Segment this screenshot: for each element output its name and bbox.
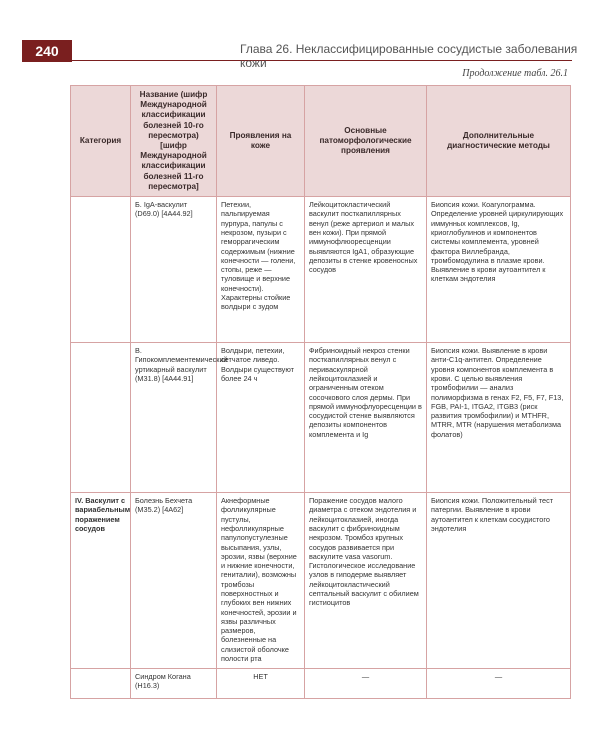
cell-name: Синдром Когана (H16.3)	[131, 669, 217, 699]
header-category: Категория	[71, 86, 131, 197]
table-row	[71, 669, 571, 699]
header-diag: Дополнительные диагностические методы	[427, 86, 571, 197]
cell-patho: Фибриноидный некроз стенки посткапиллярных венул с периваскулярной лейкоцитоклазией и ограниченным отеком сосочкового слоя дермы. При прямой иммунофлуоресценции в сосудистой стенке выявляются депозиты компонентов комплемента и Ig	[305, 343, 427, 493]
cell-name: В. Гипокомплементемический уртикарный васкулит (M31.8) [4A44.91]	[131, 343, 217, 493]
cell-category	[71, 343, 131, 493]
cell-skin: Волдыри, петехии, сетчатое ливедо. Волдыри существуют более 24 ч	[217, 343, 305, 493]
cell-diag: Биопсия кожи. Коагулограмма. Определение уровней циркулирующих иммунных комплексов, Ig, криоглобулинов и компонентов системы комплемента, уровней фактора Виллебранда, тромбомодулина в плазме крови. Выявление в крови аутоантител к клеткам эндотелия	[427, 197, 571, 343]
cell-patho: Поражение сосудов малого диаметра с отеком эндотелия и лейкоцитоклазией, иногда васкулит с фибриноидным некрозом. Тромбоз крупных сосудов развивается при васкулите vasa vasorum. Гистологическое исследование узлов в гиподерме выявляет лейкоцитокластический септальный васкулит с обилием гистиоцитов	[305, 493, 427, 669]
chapter-title: Глава 26. Неклассифицированные сосудистые заболевания кожи	[240, 42, 578, 70]
cell-diag: Биопсия кожи. Выявление в крови анти-C1q-антител. Определение уровня компонентов комплемента в крови. С целью выявления тромбофилии — анализ полиморфизма в генах F2, F5, F7, F13, FGB, PAI-1, ITGA2, ITGB3 (риск развития тромбофилии) и MTHFR, MTRR, MTR (нарушения метаболизма фолатов)	[427, 343, 571, 493]
table-row	[71, 343, 571, 493]
cell-patho: Лейкоцитокластический васкулит посткапиллярных венул (реже артериол и малых вен кожи). При прямой иммунофлюоресценции выявляются IgA1, образующие депозиты в стенке кровеносных сосудов	[305, 197, 427, 343]
vasculitis-table	[70, 85, 571, 699]
cell-diag: —	[427, 669, 571, 699]
cell-diag: Биопсия кожи. Положительный тест патергии. Выявление в крови аутоантител к клеткам сосудистого эндотелия	[427, 493, 571, 669]
header-patho: Основные патоморфологические проявления	[305, 86, 427, 197]
table-row	[71, 493, 571, 669]
cell-patho: —	[305, 669, 427, 699]
cell-skin: Акнеформные фолликулярные пустулы, нефолликулярные папулопустулезные высыпания, узлы, эрозии, язвы (верхние и нижние конечности, гениталии), возможны тромбозы поверхностных и глубоких вен нижних конечностей, эрозии и язвы различных размеров, болезненные на слизистой оболочке полости рта	[217, 493, 305, 669]
cell-name: Б. IgA-васкулит (D69.0) [4A44.92]	[131, 197, 217, 343]
page-header	[0, 40, 600, 70]
cell-name: Болезнь Бехчета (M35.2) [4A62]	[131, 493, 217, 669]
cell-category: IV. Васкулит с вариабельным поражением сосудов	[71, 493, 131, 669]
header-skin: Проявления на коже	[217, 86, 305, 197]
page-number: 240	[22, 40, 72, 62]
cell-skin: Петехии, пальпируемая пурпура, папулы с некрозом, пузыри с геморрагическим содержимым (нижние конечности — голени, стопы, реже — туловище и верхние конечности). Характерны стойкие волдыри с зудом	[217, 197, 305, 343]
table-header-row	[71, 86, 571, 197]
header-name: Название (шифр Международной классификации болезней 10-го пересмотра) [шифр Международной классификации болезней 11-го пересмотра]	[131, 86, 217, 197]
table-continued-caption: Продолжение табл. 26.1	[462, 68, 568, 79]
cell-category	[71, 197, 131, 343]
table-row	[71, 197, 571, 343]
cell-skin: НЕТ	[217, 669, 305, 699]
cell-category	[71, 669, 131, 699]
